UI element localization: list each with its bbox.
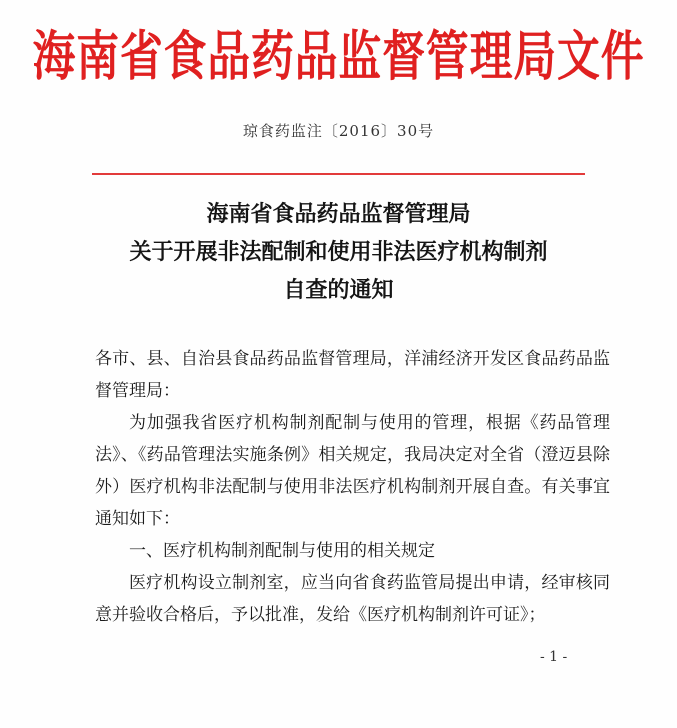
red-separator-line [92, 173, 585, 175]
section-1-heading: 一、医疗机构制剂配制与使用的相关规定 [129, 541, 435, 561]
page-number: - 1 - [540, 649, 568, 665]
body-paragraph-1: 为加强我省医疗机构制剂配制与使用的管理，根据《药品管理法》、《药品管理法实施条例》相关规定，我局决定对全省（澄迈县除外）医疗机构非法配制与使用非法医疗机构制剂开展自查。有关事宜通知如下： [95, 413, 610, 529]
subject-line-1: 海南省食品药品监督管理局 [206, 202, 471, 227]
salutation: 各市、县、自治县食品药品监督管理局，洋浦经济开发区食品药品监督管理局： [95, 349, 610, 401]
subject-line-2: 关于开展非法配制和使用非法医疗机构制剂 [129, 240, 548, 265]
document-number: 琼食药监注〔2016〕30号 [242, 122, 435, 140]
issuer-header-title: 海南省食品药品监督管理局文件 [32, 24, 645, 88]
body-paragraph-2: 医疗机构设立制剂室，应当向省食药监管局提出申请，经审核同意并验收合格后，予以批准，发给《医疗机构制剂许可证》； [95, 573, 610, 625]
notice-subject [0, 196, 677, 310]
notice-body [95, 343, 610, 631]
subject-line-3: 自查的通知 [283, 278, 394, 303]
